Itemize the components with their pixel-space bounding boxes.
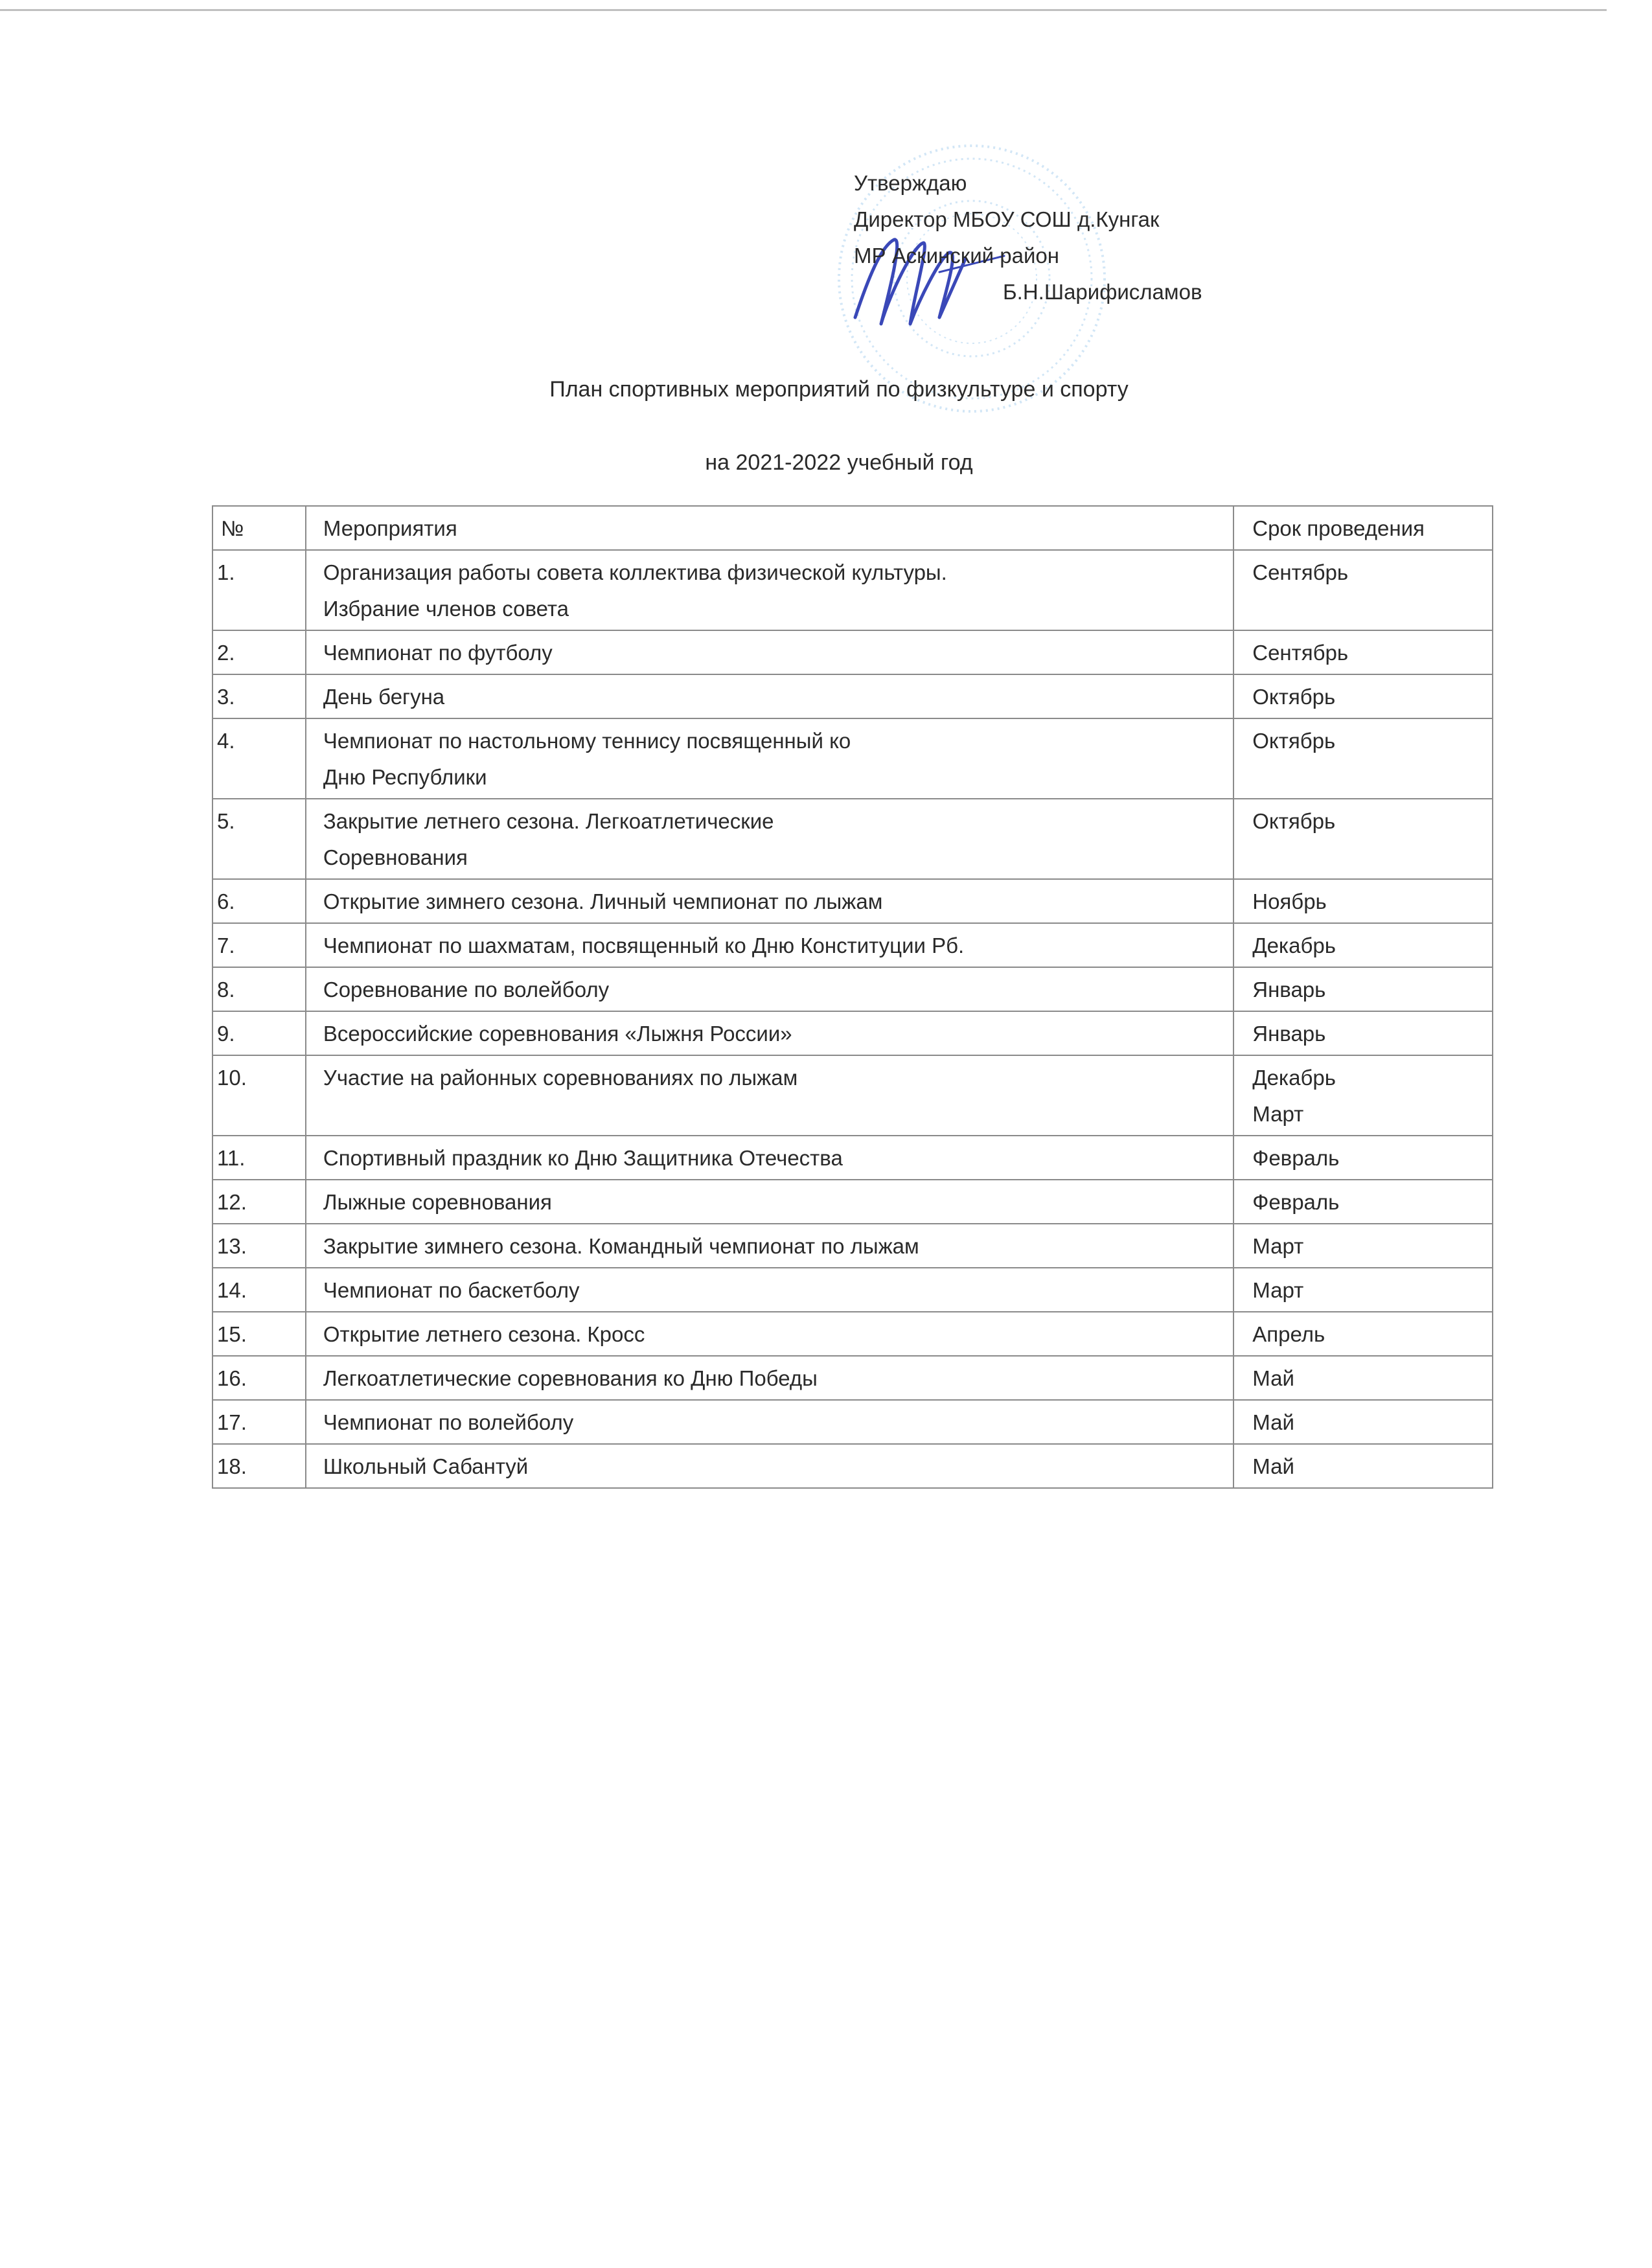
row-date-line: Май [1252, 1366, 1294, 1390]
row-event [306, 1224, 1233, 1268]
table-row [212, 1400, 1493, 1444]
document-subtitle: на 2021-2022 учебный год [705, 450, 973, 475]
row-event [306, 1400, 1233, 1444]
row-date [1233, 1268, 1493, 1312]
row-event-line: Школьный Сабантуй [323, 1454, 529, 1478]
approval-line-3: МР Аскинский район [854, 244, 1059, 268]
row-date-line: Март [1252, 1102, 1304, 1126]
row-date [1233, 879, 1493, 923]
table-row [212, 923, 1493, 967]
events-table [212, 505, 1493, 1489]
approval-line-2: Директор МБОУ СОШ д.Кунгак [854, 207, 1160, 231]
table-row [212, 1224, 1493, 1268]
row-event-line: Участие на районных соревнованиях по лыжам [323, 1066, 798, 1090]
row-event-line: Легкоатлетические соревнования ко Дню Победы [323, 1366, 818, 1390]
row-event-line: Закрытие зимнего сезона. Командный чемпионат по лыжам [323, 1234, 919, 1258]
table-row [212, 1312, 1493, 1356]
row-event-line: Чемпионат по баскетболу [323, 1278, 580, 1302]
row-date-line: Декабрь [1252, 1066, 1336, 1090]
row-date [1233, 923, 1493, 967]
row-event [306, 718, 1233, 799]
table-row [212, 550, 1493, 630]
row-number: 10. [212, 1055, 306, 1136]
table-header-row [212, 506, 1493, 550]
row-date-line: Декабрь [1252, 934, 1336, 957]
row-date-line: Сентябрь [1252, 560, 1349, 584]
row-date [1233, 799, 1493, 879]
row-number: 11. [212, 1136, 306, 1180]
row-event-line: Дню Республики [323, 765, 487, 789]
row-event-line: Закрытие летнего сезона. Легкоатлетические [323, 809, 774, 833]
row-date [1233, 1180, 1493, 1224]
row-event [306, 923, 1233, 967]
row-event-line: Всероссийские соревнования «Лыжня России» [323, 1022, 792, 1046]
row-date [1233, 718, 1493, 799]
table-row [212, 1055, 1493, 1136]
row-number: 18. [212, 1444, 306, 1488]
table-row [212, 1444, 1493, 1488]
row-event-line: Чемпионат по шахматам, посвященный ко Дню Конституции Рб. [323, 934, 965, 957]
row-event-line: Избрание членов совета [323, 597, 569, 621]
row-date-line: Февраль [1252, 1190, 1340, 1214]
header-number: № [212, 506, 306, 550]
row-date-line: Октябрь [1252, 729, 1336, 753]
row-event [306, 1444, 1233, 1488]
row-event [306, 967, 1233, 1011]
row-event-line: Открытие летнего сезона. Кросс [323, 1322, 645, 1346]
row-date-line: Октябрь [1252, 685, 1336, 709]
row-event-line: Организация работы совета коллектива физической культуры. [323, 560, 947, 584]
table-row [212, 1268, 1493, 1312]
row-event [306, 1312, 1233, 1356]
row-event [306, 1011, 1233, 1055]
row-date-line: Апрель [1252, 1322, 1325, 1346]
row-date [1233, 1136, 1493, 1180]
row-date-line: Октябрь [1252, 809, 1336, 833]
approval-block [854, 165, 1202, 310]
row-date [1233, 1224, 1493, 1268]
row-number: 5. [212, 799, 306, 879]
row-date [1233, 1444, 1493, 1488]
header-date: Срок проведения [1233, 506, 1493, 550]
row-event-line: Соревнования [323, 845, 468, 869]
row-event [306, 1055, 1233, 1136]
scan-edge-line [0, 9, 1607, 11]
row-date-line: Январь [1252, 978, 1326, 1002]
row-number: 17. [212, 1400, 306, 1444]
row-date-line: Май [1252, 1454, 1294, 1478]
row-event-line: Спортивный праздник ко Дню Защитника Отечества [323, 1146, 843, 1170]
table-row [212, 1011, 1493, 1055]
table-row [212, 674, 1493, 718]
row-event [306, 1268, 1233, 1312]
row-date [1233, 1055, 1493, 1136]
header-event: Мероприятия [306, 506, 1233, 550]
row-date-line: Ноябрь [1252, 889, 1327, 913]
row-date-line: Январь [1252, 1022, 1326, 1046]
row-number: 3. [212, 674, 306, 718]
table-row [212, 967, 1493, 1011]
row-number: 1. [212, 550, 306, 630]
row-event [306, 550, 1233, 630]
row-number: 14. [212, 1268, 306, 1312]
row-event-line: Чемпионат по настольному теннису посвященный ко [323, 729, 851, 753]
row-number: 7. [212, 923, 306, 967]
row-date [1233, 967, 1493, 1011]
row-event [306, 1180, 1233, 1224]
row-date-line: Февраль [1252, 1146, 1340, 1170]
row-date [1233, 1312, 1493, 1356]
row-number: 8. [212, 967, 306, 1011]
row-date [1233, 1400, 1493, 1444]
table-row [212, 799, 1493, 879]
row-date [1233, 674, 1493, 718]
row-event [306, 879, 1233, 923]
row-number: 13. [212, 1224, 306, 1268]
row-date [1233, 1356, 1493, 1400]
row-date-line: Март [1252, 1234, 1304, 1258]
table-row [212, 718, 1493, 799]
row-event-line: Соревнование по волейболу [323, 978, 610, 1002]
row-date-line: Май [1252, 1410, 1294, 1434]
row-date [1233, 1011, 1493, 1055]
table-row [212, 1180, 1493, 1224]
row-event [306, 630, 1233, 674]
row-date-line: Март [1252, 1278, 1304, 1302]
approval-line-1: Утверждаю [854, 171, 967, 195]
row-number: 15. [212, 1312, 306, 1356]
row-number: 6. [212, 879, 306, 923]
row-date [1233, 550, 1493, 630]
document-title: План спортивных мероприятий по физкультуре и спорту [549, 377, 1129, 402]
row-event-line: Чемпионат по волейболу [323, 1410, 574, 1434]
table-row [212, 879, 1493, 923]
row-event-line: Лыжные соревнования [323, 1190, 552, 1214]
row-number: 9. [212, 1011, 306, 1055]
row-date-line: Сентябрь [1252, 641, 1349, 665]
row-event [306, 1136, 1233, 1180]
row-event [306, 1356, 1233, 1400]
table-row [212, 1136, 1493, 1180]
row-event [306, 674, 1233, 718]
row-number: 12. [212, 1180, 306, 1224]
row-event-line: Открытие зимнего сезона. Личный чемпионат по лыжам [323, 889, 883, 913]
row-number: 16. [212, 1356, 306, 1400]
row-event [306, 799, 1233, 879]
row-event-line: Чемпионат по футболу [323, 641, 553, 665]
table-row [212, 630, 1493, 674]
row-number: 4. [212, 718, 306, 799]
row-event-line: День бегуна [323, 685, 445, 709]
row-number: 2. [212, 630, 306, 674]
approval-signatory-name: Б.Н.Шарифисламов [1003, 280, 1202, 304]
row-date [1233, 630, 1493, 674]
table-row [212, 1356, 1493, 1400]
